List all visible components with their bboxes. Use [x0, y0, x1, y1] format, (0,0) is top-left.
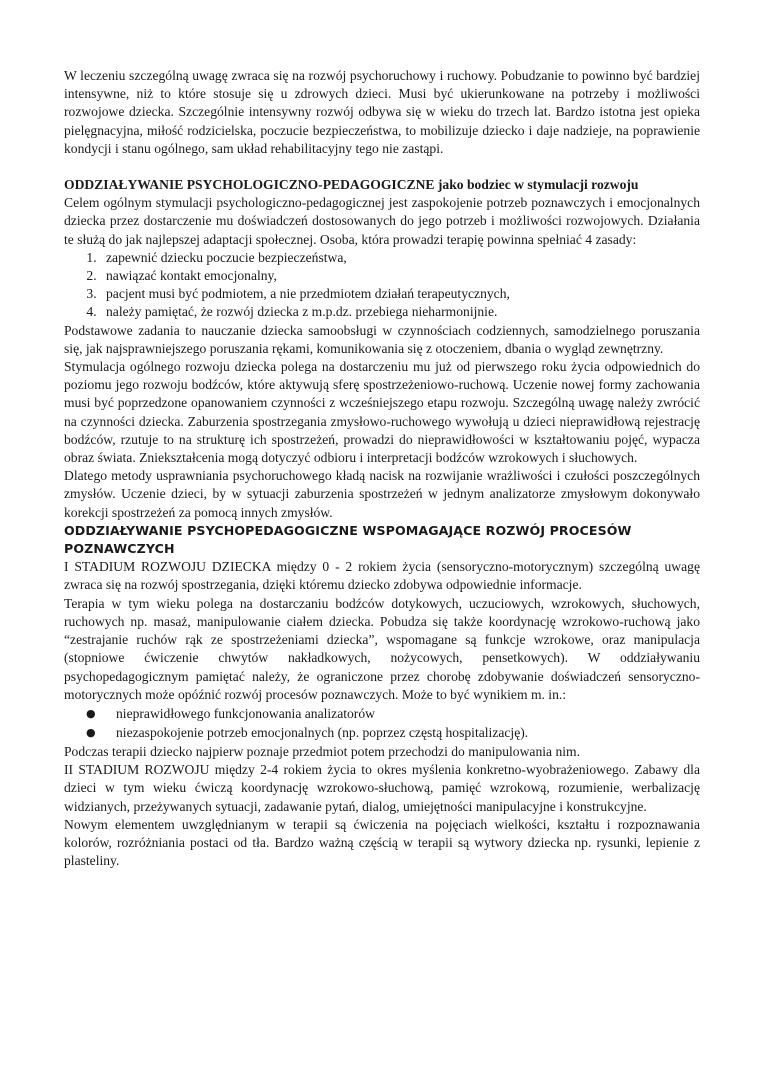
stage-one-paragraph: I STADIUM ROZWOJU DZIECKA między 0 - 2 rokiem życia (sensoryczno-motorycznym) szczególną uwagę zwraca się na rozwój spostrzegania, dzięki któremu dziecko zdobywa odpowiednie informacje.	[64, 559, 700, 593]
basic-tasks-paragraph: Podstawowe zadania to nauczanie dziecka samoobsługi w czynnościach codziennych, samodzielnego poruszania się, jak najsprawniejszego poruszania rękami, komunikowania się z otoczeniem, dbania o wygląd zewnętrzny.	[64, 322, 700, 356]
spacer	[64, 158, 700, 176]
general-stimulation-paragraph: Stymulacja ogólnego rozwoju dziecka polega na dostarczeniu mu już od pierwszego roku życia odpowiednich do poziomu jego rozwoju bodźców, które aktywują sferę spostrzeżeniowo-ruchową. Uczenie nowej formy zachowania musi być poprzedzone opanowaniem czynności z wcześniejszego etapu rozwoju. Szczególną uwagę należy zwrócić na czynności dziecka. Zaburzenia spostrzegania zmysłowo-ruchowego wywołują u dzieci nieprawidłową rejestrację bodźców, rzutuje to na strukturę ich spostrzeżeń, prowadzi do nieprawidłowości w kształtowaniu pojęć, wypacza obraz świata. Zniekształcenia mogą dotyczyć odbioru i interpretacji bodźców wzrokowych i słuchowych.	[64, 359, 700, 466]
methods-paragraph: Dlatego metody usprawniania psychoruchowego kładą nacisk na rozwijanie wrażliwości i czułości poszczególnych zmysłów. Uczenie dzieci, by w sytuacji zaburzenia spostrzeżeń w jednym analizatorze zmysłowym dokonywało korekcji spostrzeżeń za pomocą innych zmysłów.	[64, 468, 700, 520]
stimulation-goal-paragraph: Celem ogólnym stymulacji psychologiczno-pedagogicznej jest zaspokojenie potrzeb poznawczych i emocjonalnych dziecka przez dostarczenie mu doświadczeń dostosowanych do jego potrzeb i możliwości rozwojowych. Działania te służą do jak najlepszej adaptacji społecznej. Osoba, która prowadzi terapię powinna spełniać 4 zasady:	[64, 195, 700, 247]
causes-list	[64, 704, 700, 743]
list-item-text: niezaspokojenie potrzeb emocjonalnych (np. poprzez częstą hospitalizację).	[116, 725, 529, 741]
list-item: 2. nawiązać kontakt emocjonalny,	[100, 267, 700, 285]
bullet-icon: ●	[86, 706, 96, 720]
list-item	[86, 704, 700, 724]
therapy-sequence-paragraph: Podczas terapii dziecko najpierw poznaje przedmiot potem przechodzi do manipulowania nim.	[64, 743, 581, 759]
intro-paragraph: W leczeniu szczególną uwagę zwraca się na rozwój psychoruchowy i ruchowy. Pobudzanie to powinno być bardziej intensywne, niż to które stosuje się u zdrowych dzieci. Musi być ukierunkowane na potrzeby i możliwości rozwojowe dziecka. Szczególnie intensywny rozwój odbywa się w wieku do trzech lat. Bardzo istotna jest opieka pielęgnacyjna, miłość rodzicielska, poczucie bezpieczeństwa, to mobilizuje dziecko i daje nadzieje, na poprawienie kondycji i stanu ogólnego, sam układ rehabilitacyjny tego nie zastąpi.	[64, 68, 700, 156]
list-item	[86, 723, 700, 743]
list-item-text: nieprawidłowego funkcjonowania analizatorów	[116, 705, 375, 721]
document-page	[64, 67, 700, 870]
therapy-paragraph: Terapia w tym wieku polega na dostarczaniu bodźców dotykowych, uczuciowych, wzrokowych, słuchowych, ruchowych np. masaż, manipulowanie ciałem dziecka. Pobudza się także koordynację wzrokowo-ruchową jako “zestrajanie ruchów rąk ze spostrzeżeniami dziecka”, wspomagane są funkcje wzrokowe, oraz manipulacja (stopniowe ćwiczenie chwytów nakładkowych, nożycowych, pensetkowych). W oddziaływaniu psychopedagogicznym pamiętać należy, że ograniczone przez chorobę zdobywanie doświadczeń sensoryczno-motorycznych może opóźnić rozwój procesów poznawczych. Może to być wynikiem m. in.:	[64, 595, 700, 702]
stage-two-paragraph: II STADIUM ROZWOJU między 2-4 rokiem życia to okres myślenia konkretno-wyobrażeniowego. Zabawy dla dzieci w tym wieku ćwiczą koordynację wzrokowo-słuchową, pamięć wzrokową, rozumienie, werbalizację widzianych, przeżywanych sytuacji, zadawanie pytań, dialog, umiejętności manipulacyjne i konstrukcyjne.	[64, 762, 700, 814]
new-elements-paragraph: Nowym elementem uwzględnianym w terapii są ćwiczenia na pojęciach wielkości, kształtu i rozpoznawania kolorów, rozróżniania postaci od tła. Bardzo ważną częścią w terapii są wytwory dziecka np. rysunki, lepienie z plasteliny.	[64, 816, 700, 869]
section-heading-cognitive-processes: ODDZIAŁYWANIE PSYCHOPEDAGOGICZNE WSPOMAGAJĄCE ROZWÓJ PROCESÓW POZNAWCZYCH	[64, 522, 632, 557]
list-item: 1. zapewnić dziecku poczucie bezpieczeństwa,	[100, 249, 700, 267]
therapy-rules-list	[64, 249, 700, 322]
bullet-icon: ●	[86, 726, 96, 740]
list-item: 4. należy pamiętać, że rozwój dziecka z m.p.dz. przebiega nieharmonijnie.	[100, 303, 700, 321]
list-item: 3. pacjent musi być podmiotem, a nie przedmiotem działań terapeutycznych,	[100, 285, 700, 303]
section-heading-psychological-pedagogical: ODDZIAŁYWANIE PSYCHOLOGICZNO-PEDAGOGICZNE jako bodziec w stymulacji rozwoju	[64, 177, 639, 193]
